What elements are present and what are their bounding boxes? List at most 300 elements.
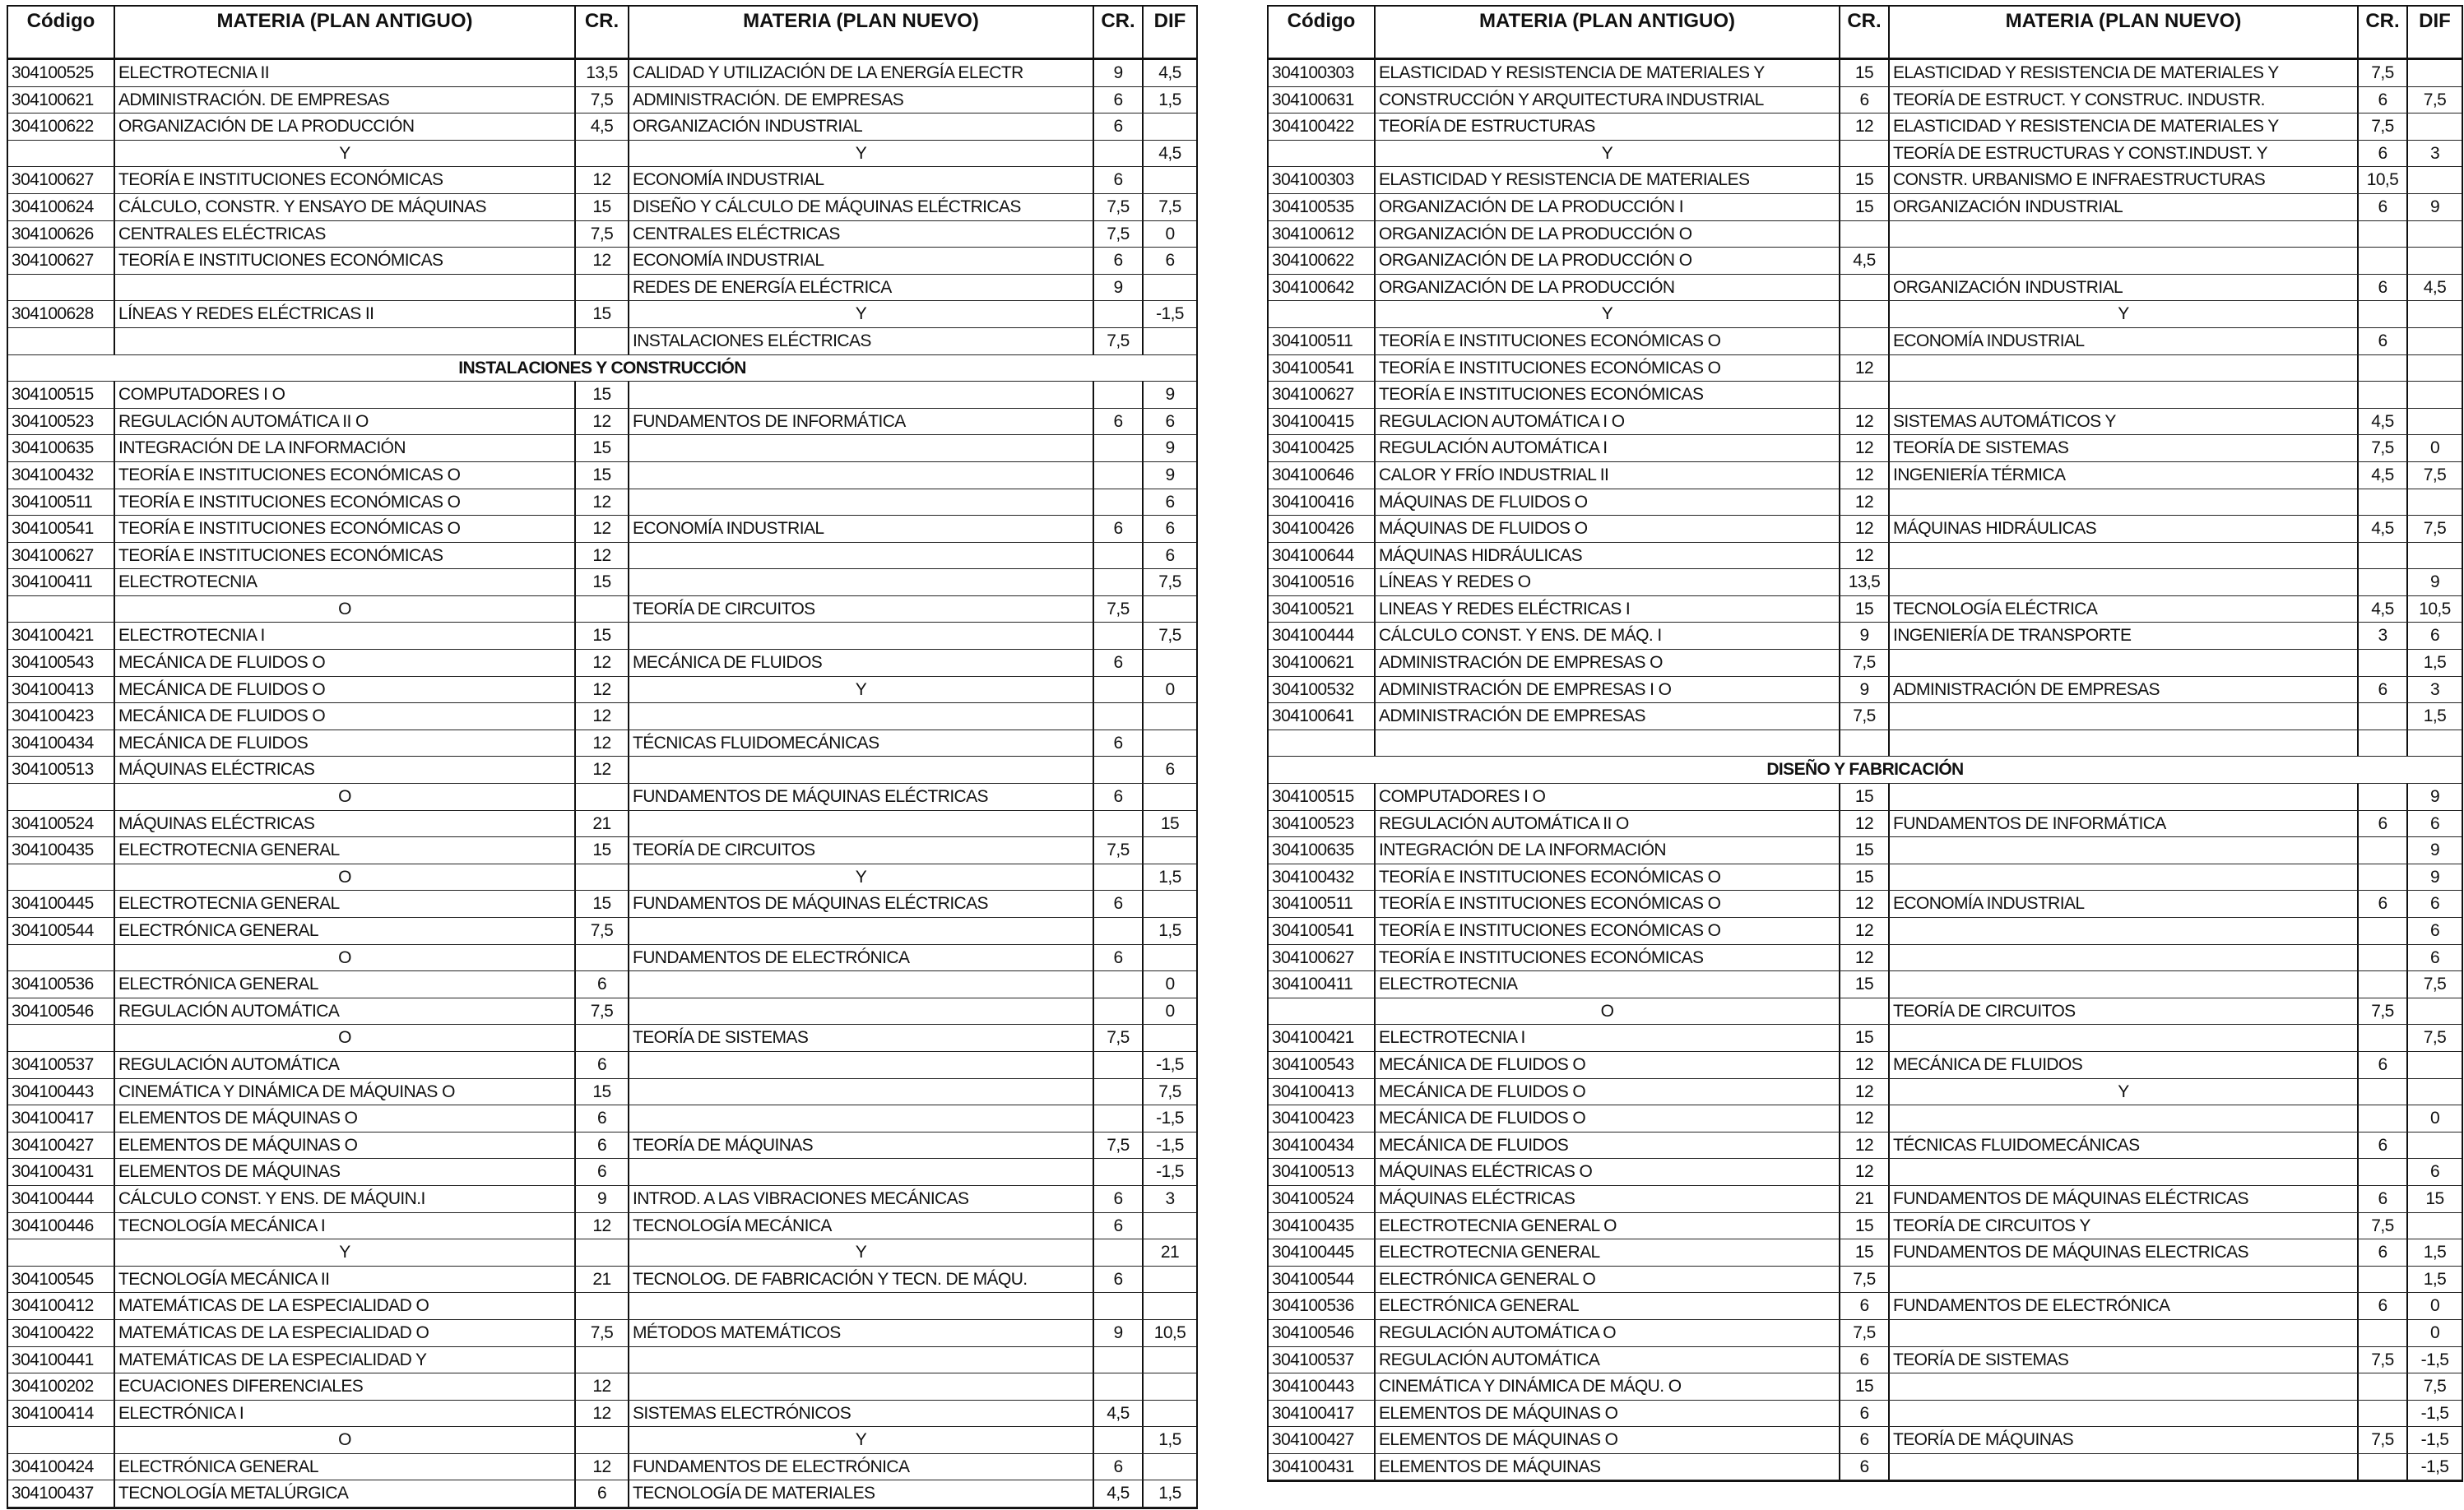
cell-creditos-antiguos: 15 <box>576 301 629 327</box>
cell-creditos-nuevos: 6 <box>2359 1132 2408 1159</box>
cell-materia-nueva: Y <box>629 301 1094 327</box>
cell-materia-nueva: CENTRALES ELÉCTRICAS <box>629 221 1094 248</box>
cell-materia-nueva <box>629 462 1094 489</box>
cell-creditos-nuevos <box>2359 382 2408 408</box>
cell-materia-antigua: ECUACIONES DIFERENCIALES <box>115 1373 576 1400</box>
table-row <box>1269 1213 2462 1240</box>
cell-materia-antigua: O <box>115 864 576 891</box>
cell-materia-nueva: ORGANIZACIÓN INDUSTRIAL <box>629 113 1094 140</box>
cell-materia-nueva <box>629 811 1094 837</box>
cell-creditos-antiguos: 15 <box>1840 837 1890 864</box>
cell-creditos-nuevos <box>1094 623 1144 649</box>
cell-codigo: 304100416 <box>1269 489 1376 516</box>
cell-materia-nueva: ECONOMÍA INDUSTRIAL <box>1890 328 2359 354</box>
cell-materia-antigua: TEORÍA DE ESTRUCTURAS <box>1376 113 1840 140</box>
table-row <box>8 1052 1196 1079</box>
cell-creditos-antiguos: 15 <box>576 194 629 220</box>
cell-creditos-nuevos: 6 <box>2359 194 2408 220</box>
cell-creditos-antiguos: 15 <box>576 891 629 917</box>
cell-codigo: 304100624 <box>8 194 115 220</box>
table-row <box>1269 1052 2462 1079</box>
cell-materia-nueva: ELASTICIDAD Y RESISTENCIA DE MATERIALES Y <box>1890 113 2359 140</box>
cell-diferencia: 4,5 <box>2423 277 2447 297</box>
cell-codigo: 304100412 <box>8 1293 115 1319</box>
table-row <box>8 382 1196 409</box>
table-row <box>8 141 1196 168</box>
section-title: INSTALACIONES Y CONSTRUCCIÓN <box>458 358 746 378</box>
cell-materia-nueva: FUNDAMENTOS DE ELECTRÓNICA <box>1890 1293 2359 1319</box>
table-row <box>8 864 1196 892</box>
cell-creditos-nuevos <box>1094 918 1144 944</box>
cell-materia-nueva: Y <box>629 864 1094 891</box>
cell-materia-nueva <box>1890 1159 2359 1185</box>
cell-diferencia: 7,5 <box>2423 90 2447 109</box>
table-row <box>1269 918 2462 945</box>
cell-creditos-nuevos <box>2359 301 2408 327</box>
cell-codigo: 304100628 <box>8 301 115 327</box>
cell-creditos-antiguos: 9 <box>576 1186 629 1212</box>
cell-materia-antigua: ELEMENTOS DE MÁQUINAS <box>1376 1454 1840 1480</box>
cell-creditos-antiguos <box>576 1025 629 1051</box>
cell-codigo: 304100546 <box>8 998 115 1025</box>
cell-creditos-nuevos: 6 <box>1094 87 1144 113</box>
cell-materia-antigua: Y <box>1376 301 1840 327</box>
cell-creditos-antiguos: 15 <box>1840 1025 1890 1051</box>
cell-codigo: 304100544 <box>1269 1267 1376 1293</box>
cell-creditos-nuevos: 7,5 <box>1094 1025 1144 1051</box>
cell-codigo: 304100511 <box>1269 891 1376 917</box>
cell-creditos-antiguos: 6 <box>576 1132 629 1159</box>
cell-materia-antigua: TEORÍA E INSTITUCIONES ECONÓMICAS O <box>1376 864 1840 891</box>
cell-diferencia <box>1144 703 1196 730</box>
cell-materia-antigua: MÁQUINAS DE FLUIDOS O <box>1376 489 1840 516</box>
cell-codigo: 304100446 <box>8 1213 115 1239</box>
cell-materia-nueva: ELASTICIDAD Y RESISTENCIA DE MATERIALES Y <box>1890 60 2359 86</box>
cell-materia-antigua: TEORÍA E INSTITUCIONES ECONÓMICAS O <box>1376 918 1840 944</box>
cell-materia-nueva <box>1890 248 2359 274</box>
cell-creditos-antiguos: 15 <box>576 837 629 864</box>
cell-materia-antigua: TEORÍA E INSTITUCIONES ECONÓMICAS <box>115 248 576 274</box>
table-row <box>1269 1454 2462 1481</box>
cell-diferencia: 6 <box>2429 1162 2440 1182</box>
cell-codigo: 304100543 <box>8 650 115 676</box>
cell-creditos-antiguos: 21 <box>1840 1186 1890 1212</box>
cell-materia-antigua: CÁLCULO, CONSTR. Y ENSAYO DE MÁQUINAS <box>115 194 576 220</box>
cell-creditos-nuevos <box>1094 382 1144 408</box>
table-row <box>1269 623 2462 650</box>
cell-creditos-nuevos <box>2359 945 2408 971</box>
cell-creditos-antiguos <box>1840 221 1890 248</box>
cell-diferencia: -1,5 <box>1156 1109 1184 1128</box>
cell-codigo: 304100544 <box>8 918 115 944</box>
cell-materia-antigua: O <box>115 1025 576 1051</box>
cell-creditos-antiguos: 6 <box>1840 1427 1890 1453</box>
table-row <box>1269 221 2462 248</box>
cell-materia-antigua: MÁQUINAS ELÉCTRICAS <box>1376 1186 1840 1212</box>
cell-materia-antigua: ELECTROTECNIA GENERAL O <box>1376 1213 1840 1239</box>
cell-creditos-antiguos: 12 <box>1840 516 1890 542</box>
cell-materia-antigua: ELECTROTECNIA <box>115 569 576 595</box>
table-row <box>1269 1401 2462 1428</box>
cell-codigo: 304100545 <box>8 1267 115 1293</box>
cell-materia-nueva: INTROD. A LAS VIBRACIONES MECÁNICAS <box>629 1186 1094 1212</box>
cell-creditos-nuevos <box>1094 1052 1144 1078</box>
table-row <box>8 918 1196 945</box>
cell-diferencia: 0 <box>1165 1001 1175 1021</box>
table-row <box>1269 87 2462 114</box>
cell-diferencia <box>1144 1293 1196 1319</box>
cell-materia-nueva <box>629 1079 1094 1105</box>
cell-diferencia <box>1144 650 1196 676</box>
table-row <box>8 60 1196 87</box>
cell-diferencia: 10,5 <box>2419 599 2451 618</box>
cell-materia-nueva <box>1890 650 2359 676</box>
cell-codigo <box>8 1025 115 1051</box>
cell-creditos-nuevos: 6 <box>2359 141 2408 167</box>
cell-codigo: 304100435 <box>1269 1213 1376 1239</box>
table-row <box>8 730 1196 757</box>
cell-creditos-nuevos <box>1094 462 1144 489</box>
cell-codigo: 304100646 <box>1269 462 1376 489</box>
table-row <box>1269 1320 2462 1347</box>
cell-creditos-antiguos: 15 <box>1840 1373 1890 1400</box>
cell-materia-antigua: O <box>115 784 576 810</box>
cell-creditos-nuevos: 9 <box>1094 60 1144 86</box>
table-row <box>8 703 1196 730</box>
cell-materia-nueva: TECNOLOGÍA ELÉCTRICA <box>1890 596 2359 623</box>
cell-diferencia <box>2408 543 2462 569</box>
cell-materia-antigua: REGULACION AUTOMÁTICA I O <box>1376 409 1840 435</box>
cell-creditos-antiguos: 15 <box>576 1079 629 1105</box>
cell-codigo: 304100523 <box>1269 811 1376 837</box>
cell-diferencia: 3 <box>2429 143 2440 163</box>
cell-materia-nueva <box>629 757 1094 783</box>
cell-creditos-nuevos: 6 <box>1094 784 1144 810</box>
cell-diferencia: 1,5 <box>1158 1484 1181 1503</box>
cell-codigo: 304100537 <box>1269 1347 1376 1373</box>
table-row <box>8 891 1196 918</box>
cell-creditos-nuevos: 6 <box>2359 1239 2408 1266</box>
cell-creditos-antiguos: 12 <box>1840 113 1890 140</box>
cell-materia-antigua: TECNOLOGÍA MECÁNICA II <box>115 1267 576 1293</box>
table-row <box>1269 998 2462 1026</box>
cell-codigo: 304100443 <box>1269 1373 1376 1400</box>
cell-diferencia <box>1144 167 1196 193</box>
cell-creditos-nuevos: 9 <box>1094 275 1144 301</box>
cell-creditos-antiguos: 15 <box>576 382 629 408</box>
cell-materia-nueva: TÉCNICAS FLUIDOMECÁNICAS <box>629 730 1094 757</box>
cell-creditos-nuevos: 6 <box>2359 677 2408 703</box>
cell-creditos-nuevos: 7,5 <box>1094 221 1144 248</box>
cell-codigo <box>1269 730 1376 757</box>
header-materia-nueva: MATERIA (PLAN NUEVO) <box>1890 7 2359 58</box>
cell-diferencia <box>2408 328 2462 354</box>
cell-codigo: 304100631 <box>1269 87 1376 113</box>
cell-codigo: 304100511 <box>1269 328 1376 354</box>
cell-materia-antigua: ELECTROTECNIA GENERAL <box>115 837 576 864</box>
cell-creditos-nuevos <box>1094 569 1144 595</box>
cell-materia-antigua: ELECTROTECNIA GENERAL <box>1376 1239 1840 1266</box>
cell-creditos-antiguos: 12 <box>1840 1159 1890 1185</box>
table-row <box>1269 811 2462 838</box>
cell-materia-antigua: O <box>115 1427 576 1453</box>
table-row <box>8 435 1196 462</box>
cell-codigo: 304100421 <box>1269 1025 1376 1051</box>
cell-codigo: 304100427 <box>8 1132 115 1159</box>
cell-creditos-antiguos: 15 <box>1840 1213 1890 1239</box>
cell-materia-nueva <box>1890 489 2359 516</box>
table-row <box>1269 1239 2462 1267</box>
equivalence-table-right <box>1267 5 2463 1482</box>
cell-creditos-nuevos: 4,5 <box>2359 462 2408 489</box>
table-row <box>1269 113 2462 141</box>
cell-creditos-nuevos <box>1094 1079 1144 1105</box>
cell-diferencia: 7,5 <box>2423 519 2447 539</box>
cell-diferencia <box>1144 1267 1196 1293</box>
cell-codigo: 304100635 <box>8 435 115 461</box>
cell-materia-nueva: TEORÍA DE MÁQUINAS <box>1890 1427 2359 1453</box>
cell-creditos-antiguos: 7,5 <box>1840 1320 1890 1346</box>
cell-diferencia: 0 <box>1165 224 1175 243</box>
cell-codigo: 304100445 <box>1269 1239 1376 1266</box>
cell-materia-nueva <box>1890 837 2359 864</box>
cell-materia-antigua: TEORÍA E INSTITUCIONES ECONÓMICAS <box>115 543 576 569</box>
cell-materia-antigua: CALOR Y FRÍO INDUSTRIAL II <box>1376 462 1840 489</box>
cell-creditos-nuevos <box>1094 1159 1144 1185</box>
cell-creditos-nuevos: 4,5 <box>2359 516 2408 542</box>
table-row <box>1269 1105 2462 1132</box>
cell-creditos-antiguos: 7,5 <box>576 87 629 113</box>
cell-diferencia <box>2408 489 2462 516</box>
table-row <box>8 1105 1196 1132</box>
table-row <box>1269 60 2462 87</box>
cell-diferencia: -1,5 <box>2420 1350 2449 1369</box>
cell-creditos-antiguos: 12 <box>576 730 629 757</box>
cell-creditos-antiguos: 12 <box>1840 918 1890 944</box>
cell-creditos-antiguos <box>1840 382 1890 408</box>
cell-creditos-antiguos: 6 <box>576 1480 629 1507</box>
cell-creditos-antiguos: 12 <box>1840 891 1890 917</box>
cell-materia-antigua: MÁQUINAS ELÉCTRICAS O <box>1376 1159 1840 1185</box>
cell-creditos-nuevos: 6 <box>1094 113 1144 140</box>
cell-codigo: 304100411 <box>1269 971 1376 998</box>
cell-creditos-antiguos: 12 <box>1840 1052 1890 1078</box>
cell-creditos-nuevos: 7,5 <box>2359 1427 2408 1453</box>
cell-creditos-antiguos: 7,5 <box>576 221 629 248</box>
cell-materia-nueva <box>1890 703 2359 730</box>
cell-creditos-nuevos <box>2359 918 2408 944</box>
cell-diferencia: 6 <box>1165 760 1175 780</box>
cell-materia-antigua: MECÁNICA DE FLUIDOS <box>1376 1132 1840 1159</box>
cell-creditos-antiguos: 12 <box>576 543 629 569</box>
cell-materia-antigua: TEORÍA E INSTITUCIONES ECONÓMICAS O <box>1376 891 1840 917</box>
cell-materia-antigua: ELECTRÓNICA GENERAL <box>115 918 576 944</box>
cell-materia-antigua: ELECTRÓNICA GENERAL O <box>1376 1267 1840 1293</box>
cell-codigo: 304100536 <box>1269 1293 1376 1319</box>
cell-diferencia <box>2408 355 2462 382</box>
cell-materia-nueva <box>1890 543 2359 569</box>
table-row <box>8 221 1196 248</box>
cell-creditos-nuevos <box>2359 1267 2408 1293</box>
cell-diferencia: 7,5 <box>2423 465 2447 484</box>
cell-creditos-antiguos: 7,5 <box>576 998 629 1025</box>
cell-materia-antigua: COMPUTADORES I O <box>1376 784 1840 810</box>
table-row <box>8 194 1196 221</box>
table-header <box>8 7 1196 60</box>
cell-materia-antigua: CINEMÁTICA Y DINÁMICA DE MÁQUINAS O <box>115 1079 576 1105</box>
header-materia-nueva: MATERIA (PLAN NUEVO) <box>629 7 1094 58</box>
cell-materia-nueva: FUNDAMENTOS DE MÁQUINAS ELECTRICAS <box>1890 1239 2359 1266</box>
cell-creditos-nuevos: 4,5 <box>2359 596 2408 623</box>
cell-materia-antigua: ELEMENTOS DE MÁQUINAS <box>115 1159 576 1185</box>
cell-diferencia: 7,5 <box>2423 1377 2447 1397</box>
cell-creditos-nuevos <box>1094 1427 1144 1453</box>
cell-codigo: 304100431 <box>8 1159 115 1185</box>
cell-creditos-antiguos: 12 <box>576 516 629 542</box>
cell-codigo: 304100417 <box>8 1105 115 1132</box>
cell-materia-nueva <box>1890 569 2359 595</box>
cell-materia-antigua: MÁQUINAS HIDRÁULICAS <box>1376 543 1840 569</box>
cell-materia-antigua: LINEAS Y REDES ELÉCTRICAS I <box>1376 596 1840 623</box>
cell-creditos-nuevos <box>1094 141 1144 167</box>
table-row <box>8 757 1196 784</box>
cell-materia-nueva <box>1890 784 2359 810</box>
cell-diferencia: 1,5 <box>2423 1243 2447 1262</box>
cell-creditos-antiguos: 9 <box>1840 623 1890 649</box>
cell-creditos-antiguos: 6 <box>1840 1454 1890 1480</box>
cell-diferencia: 9 <box>2429 867 2440 887</box>
cell-materia-nueva <box>629 435 1094 461</box>
cell-materia-antigua: INTEGRACIÓN DE LA INFORMACIÓN <box>1376 837 1840 864</box>
cell-diferencia: -1,5 <box>2420 1430 2449 1450</box>
cell-materia-nueva: FUNDAMENTOS DE INFORMÁTICA <box>1890 811 2359 837</box>
cell-creditos-nuevos: 7,5 <box>2359 60 2408 86</box>
cell-creditos-nuevos <box>2359 569 2408 595</box>
cell-materia-antigua: CÁLCULO CONST. Y ENS. DE MÁQ. I <box>1376 623 1840 649</box>
cell-codigo: 304100626 <box>8 221 115 248</box>
cell-creditos-antiguos: 4,5 <box>576 113 629 140</box>
cell-diferencia: 6 <box>1165 411 1175 431</box>
cell-codigo: 304100525 <box>8 60 115 86</box>
cell-codigo: 304100422 <box>8 1320 115 1346</box>
cell-creditos-antiguos: 12 <box>1840 355 1890 382</box>
cell-diferencia: 1,5 <box>1158 867 1181 887</box>
cell-materia-nueva: CONSTR. URBANISMO E INFRAESTRUCTURAS <box>1890 167 2359 193</box>
cell-materia-antigua: CINEMÁTICA Y DINÁMICA DE MÁQU. O <box>1376 1373 1840 1400</box>
cell-codigo: 304100546 <box>1269 1320 1376 1346</box>
cell-diferencia: 6 <box>2429 813 2440 833</box>
cell-codigo: 304100524 <box>8 811 115 837</box>
cell-creditos-antiguos: 12 <box>1840 409 1890 435</box>
cell-codigo: 304100303 <box>1269 60 1376 86</box>
cell-materia-nueva: TEORÍA DE CIRCUITOS <box>629 596 1094 623</box>
cell-diferencia <box>1144 275 1196 301</box>
table-row <box>1269 275 2462 302</box>
cell-materia-nueva <box>1890 1320 2359 1346</box>
cell-diferencia <box>2408 1052 2462 1078</box>
cell-diferencia <box>2408 167 2462 193</box>
cell-creditos-antiguos: 7,5 <box>1840 650 1890 676</box>
cell-creditos-antiguos <box>576 1293 629 1319</box>
cell-codigo: 304100515 <box>8 382 115 408</box>
cell-creditos-antiguos: 12 <box>1840 811 1890 837</box>
cell-diferencia: 1,5 <box>1158 921 1181 940</box>
section-header <box>8 355 1196 382</box>
cell-codigo: 304100535 <box>1269 194 1376 220</box>
cell-codigo: 304100521 <box>1269 596 1376 623</box>
cell-materia-antigua: ELECTRÓNICA GENERAL <box>115 1454 576 1480</box>
table-row <box>8 811 1196 838</box>
cell-creditos-nuevos <box>1094 1293 1144 1319</box>
cell-diferencia: -1,5 <box>1156 304 1184 324</box>
table-row <box>8 1186 1196 1213</box>
cell-creditos-nuevos: 6 <box>1094 516 1144 542</box>
cell-creditos-nuevos: 6 <box>2359 275 2408 301</box>
cell-materia-nueva <box>629 543 1094 569</box>
cell-diferencia: 3 <box>1165 1188 1175 1208</box>
cell-creditos-antiguos: 15 <box>576 435 629 461</box>
cell-codigo: 304100523 <box>8 409 115 435</box>
cell-diferencia <box>1144 1213 1196 1239</box>
cell-materia-nueva <box>629 1159 1094 1185</box>
cell-codigo: 304100432 <box>1269 864 1376 891</box>
cell-diferencia: 6 <box>2429 894 2440 914</box>
table-row <box>8 1320 1196 1347</box>
cell-creditos-nuevos: 6 <box>2359 1186 2408 1212</box>
cell-creditos-antiguos: 15 <box>1840 596 1890 623</box>
table-row <box>8 650 1196 677</box>
cell-creditos-nuevos: 9 <box>1094 1320 1144 1346</box>
cell-creditos-nuevos <box>2359 221 2408 248</box>
cell-materia-nueva: SISTEMAS ELECTRÓNICOS <box>629 1401 1094 1427</box>
cell-creditos-nuevos: 3 <box>2359 623 2408 649</box>
cell-materia-nueva: ADMINISTRACIÓN. DE EMPRESAS <box>629 87 1094 113</box>
cell-diferencia: 6 <box>2429 626 2440 646</box>
cell-creditos-antiguos <box>576 864 629 891</box>
cell-creditos-antiguos: 12 <box>576 677 629 703</box>
table-row <box>8 945 1196 972</box>
cell-materia-nueva: TECNOLOGÍA DE MATERIALES <box>629 1480 1094 1507</box>
cell-creditos-antiguos: 15 <box>1840 167 1890 193</box>
cell-creditos-nuevos <box>2359 971 2408 998</box>
cell-diferencia: 6 <box>2429 921 2440 940</box>
cell-creditos-antiguos: 15 <box>1840 60 1890 86</box>
cell-materia-antigua: ADMINISTRACIÓN DE EMPRESAS <box>1376 703 1840 730</box>
cell-materia-antigua: CONSTRUCCIÓN Y ARQUITECTURA INDUSTRIAL <box>1376 87 1840 113</box>
cell-codigo: 304100635 <box>1269 837 1376 864</box>
cell-materia-antigua: MECÁNICA DE FLUIDOS O <box>1376 1052 1840 1078</box>
cell-diferencia: 21 <box>1160 1243 1180 1262</box>
table-row <box>1269 141 2462 168</box>
cell-codigo: 304100516 <box>1269 569 1376 595</box>
table-row <box>1269 703 2462 730</box>
cell-creditos-nuevos <box>2359 1079 2408 1105</box>
cell-diferencia <box>1144 945 1196 971</box>
table-row <box>1269 784 2462 811</box>
cell-materia-nueva <box>1890 1373 2359 1400</box>
cell-creditos-nuevos <box>1094 1105 1144 1132</box>
table-row <box>1269 435 2462 462</box>
cell-materia-antigua: MÁQUINAS ELÉCTRICAS <box>115 757 576 783</box>
cell-codigo: 304100524 <box>1269 1186 1376 1212</box>
table-row <box>1269 596 2462 623</box>
table-row <box>1269 167 2462 194</box>
header-materia-antigua: MATERIA (PLAN ANTIGUO) <box>115 7 576 58</box>
cell-codigo: 304100541 <box>1269 918 1376 944</box>
cell-materia-antigua: ORGANIZACIÓN DE LA PRODUCCIÓN I <box>1376 194 1840 220</box>
cell-materia-nueva <box>629 703 1094 730</box>
table-row <box>8 1079 1196 1106</box>
